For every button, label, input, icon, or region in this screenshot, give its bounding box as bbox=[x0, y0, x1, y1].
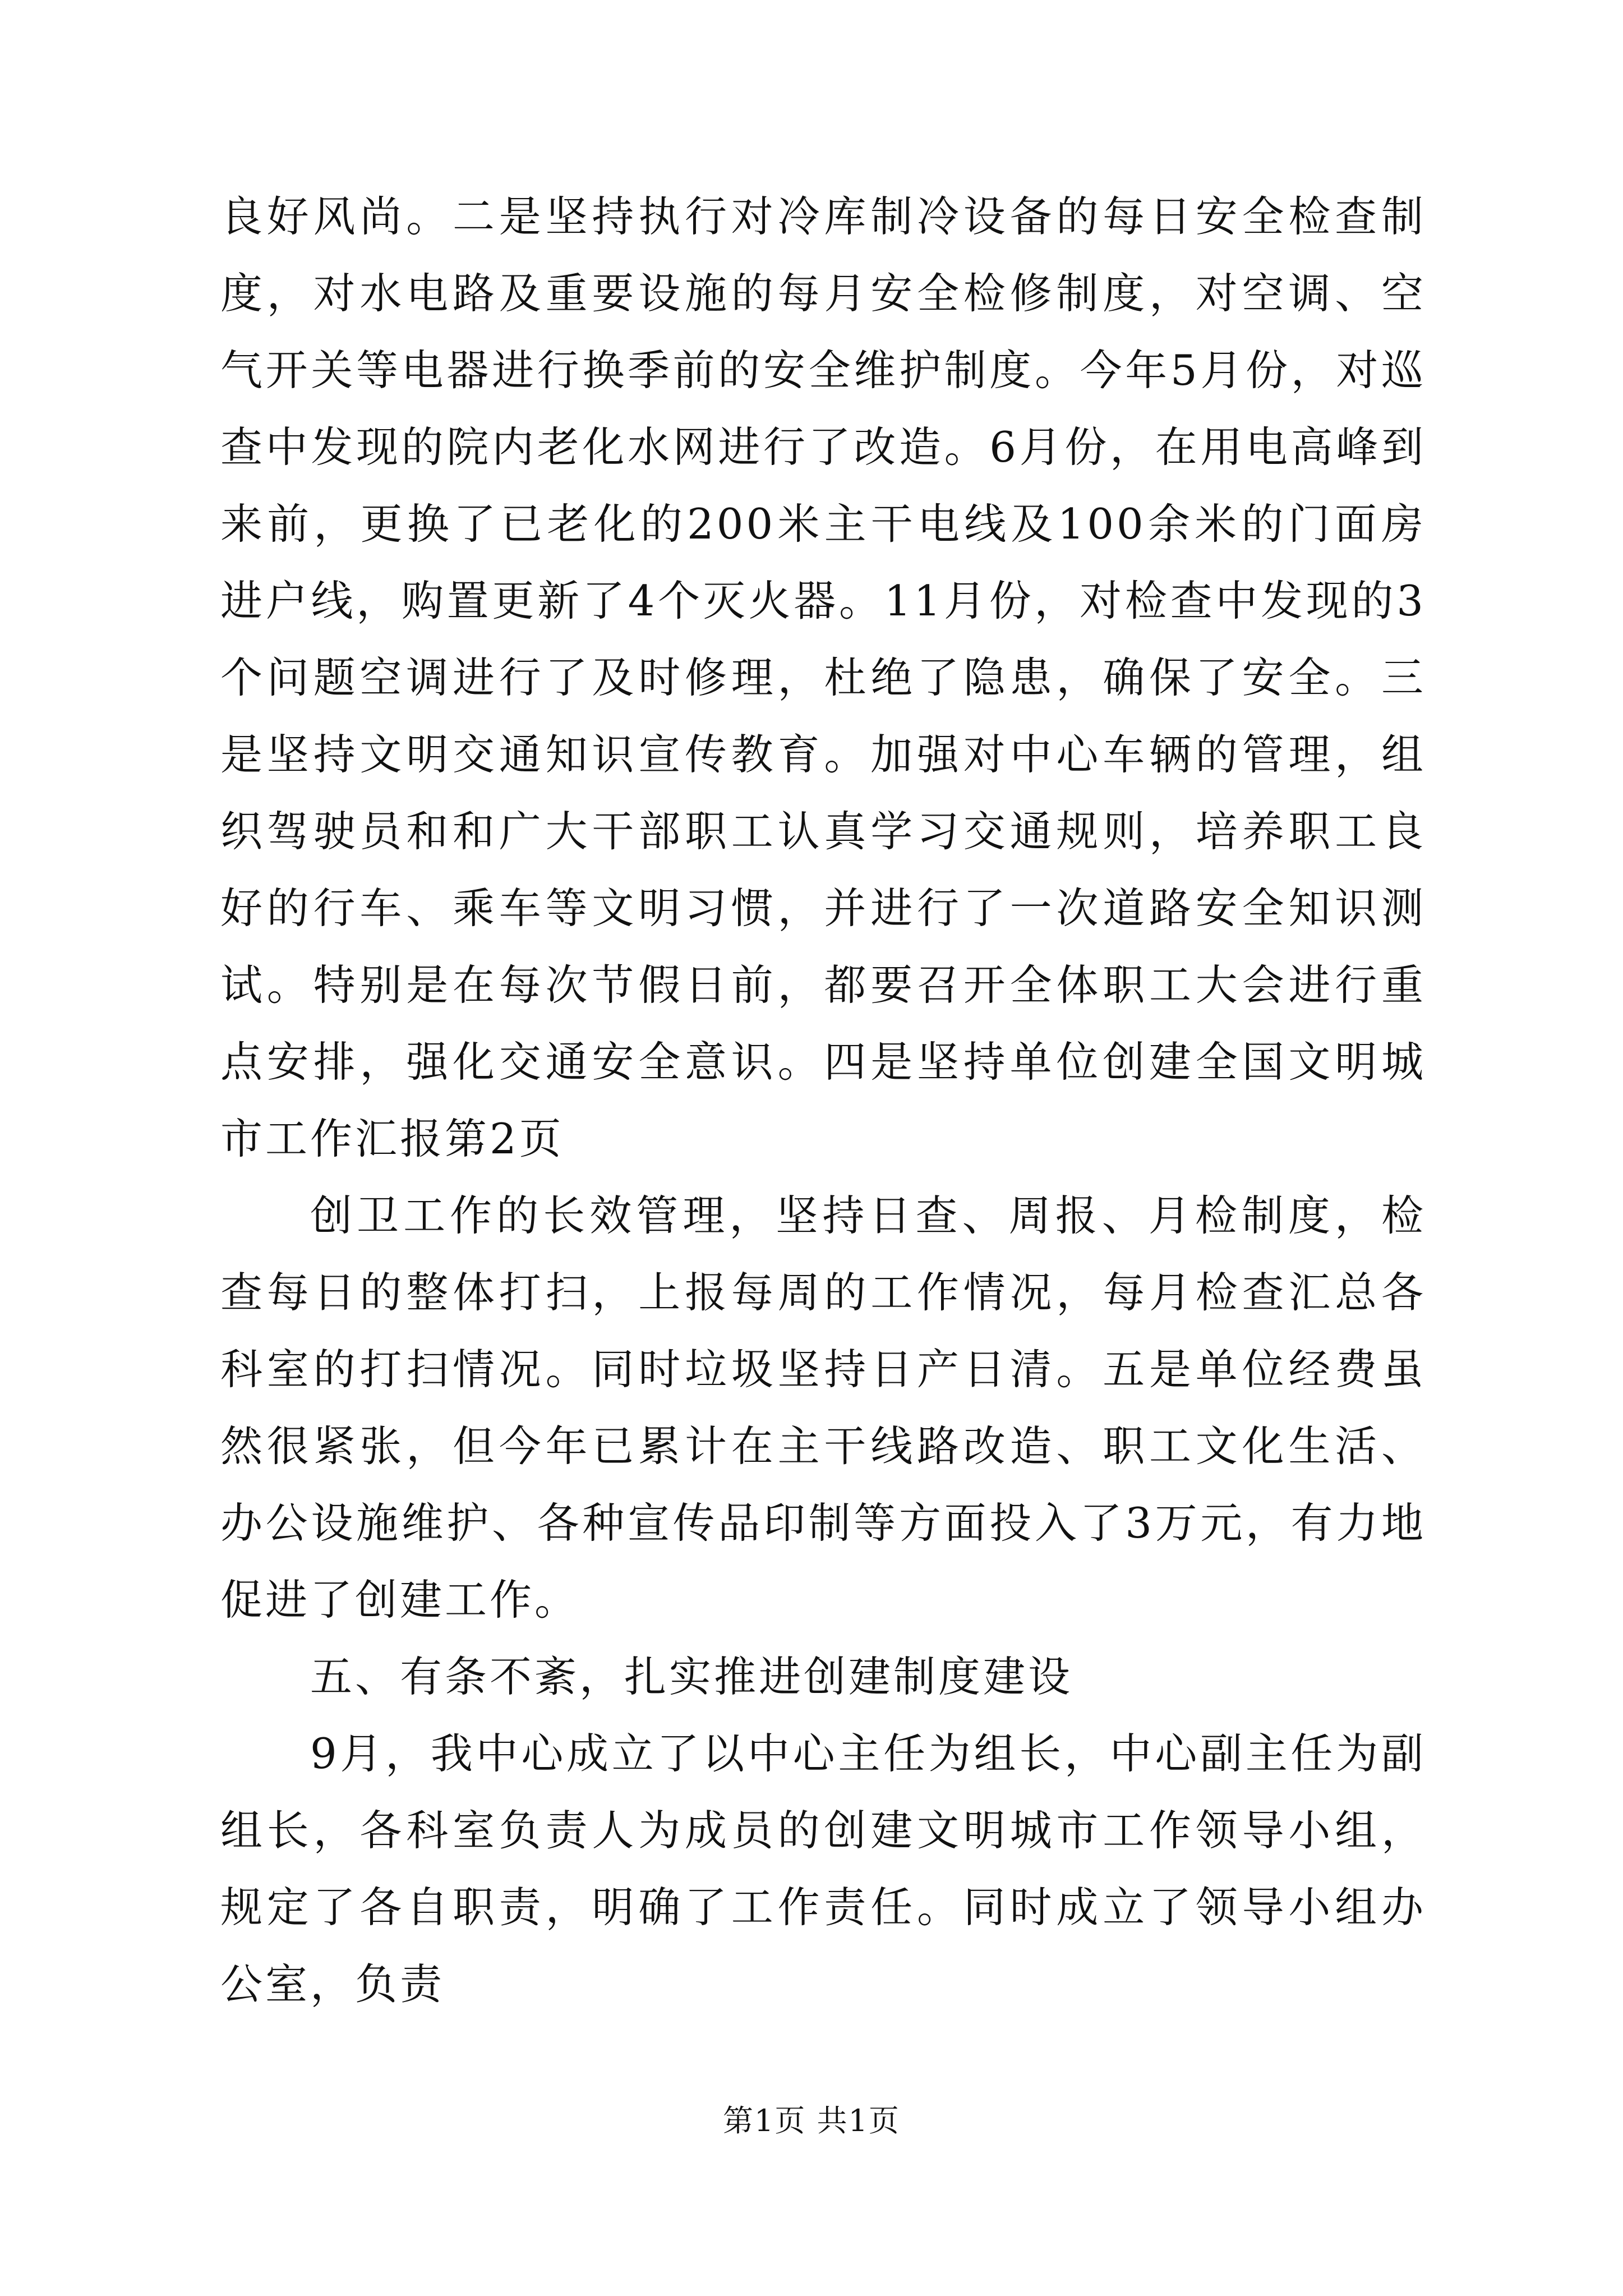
paragraph-sanitation-funding: 创卫工作的长效管理，坚持日查、周报、月检制度，检查每日的整体打扫，上报每周的工作情况，每月检查汇总各科室的打扫情况。同时垃圾坚持日产日清。五是单位经费虽然很紧张，但今年已累计在主干线路改造、职工文化生活、办公设施维护、各种宣传品印制等方面投入了3万元，有力地促进了创建工作。 bbox=[220, 1191, 1426, 1625]
paragraph-leadership-group: 9月，我中心成立了以中心主任为组长，中心副主任为副组长，各科室负责人为成员的创建文明城市工作领导小组，规定了各自职责，明确了工作责任。同时成立了领导小组办公室，负责 bbox=[220, 1729, 1426, 2009]
document-body bbox=[220, 178, 1426, 2023]
section-heading-system-building: 五、有条不紊，扎实推进创建制度建设 bbox=[310, 1652, 1073, 1701]
paragraph-safety-measures: 良好风尚。二是坚持执行对冷库制冷设备的每日安全检查制度，对水电路及重要设施的每月安全检修制度，对空调、空气开关等电器进行换季前的安全维护制度。今年5月份，对巡查中发现的院内老化水网进行了改造。6月份，在用电高峰到来前，更换了已老化的200米主干电线及100余米的门面房进户线，购置更新了4个灭火器。11月份，对检查中发现的3个问题空调进行了及时修理，杜绝了隐患，确保了安全。三是坚持文明交通知识宣传教育。加强对中心车辆的管理，组织驾驶员和和广大干部职工认真学习交通规则，培养职工良好的行车、乘车等文明习惯，并进行了一次道路安全知识测试。特别是在每次节假日前，都要召开全体职工大会进行重点安排，强化交通安全意识。四是坚持单位创建全国文明城市工作汇报第2页 bbox=[220, 192, 1426, 1163]
page-footer: 第1页 共1页 bbox=[723, 2103, 900, 2138]
